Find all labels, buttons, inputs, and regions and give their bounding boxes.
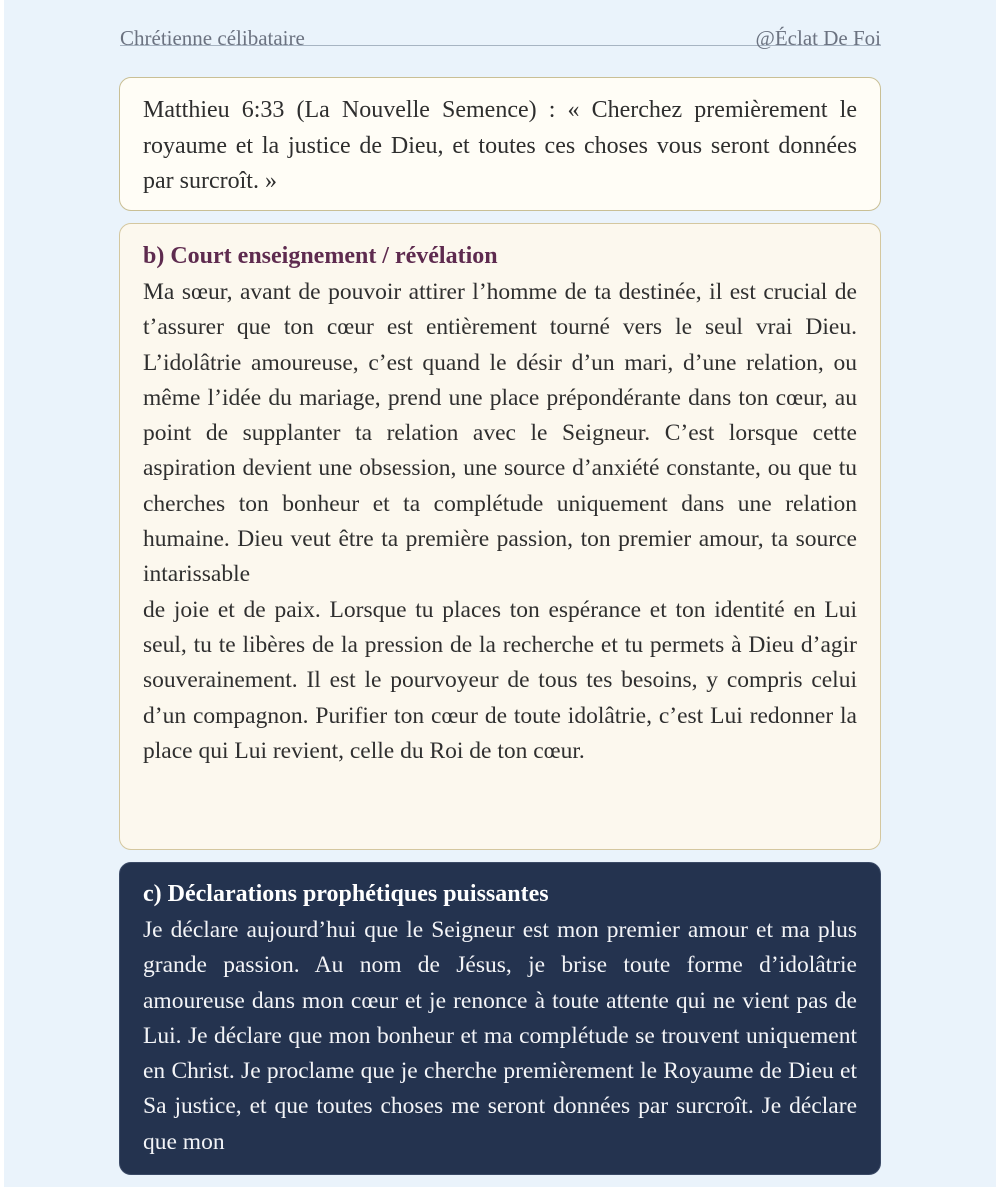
header-handle: @Éclat De Foi xyxy=(755,26,881,50)
declarations-text: Je déclare aujourd’hui que le Seigneur est mon premier amour et ma plus grande passion. Au nom de Jésus, je brise toute forme d’idolâtrie amoureuse dans mon cœur et je renonce à toute attente qui ne vient pas de Lui. Je déclare que mon bonheur et ma complétude se trouvent uniquement en Christ. Je proclame que je cherche premièrement le Royaume de Dieu et Sa justice, et que toutes choses me seront données par surcroît. Je déclare que mon xyxy=(143,917,857,1155)
verse-text: Matthieu 6:33 (La Nouvelle Semence) : « Cherchez premièrement le royaume et la justice de Dieu, et toutes ces choses vous seront données par surcroît. » xyxy=(143,97,857,194)
teaching-heading: b) Court enseignement / révélation xyxy=(143,243,498,269)
verse-card xyxy=(119,77,881,211)
page-header xyxy=(120,26,881,52)
header-title: Chrétienne célibataire xyxy=(120,26,305,50)
teaching-paragraph-2: de joie et de paix. Lorsque tu places ton espérance et ton identité en Lui seul, tu te libères de la pression de la recherche et tu permets à Dieu d’agir souverainement. Il est le pourvoyeur de tous tes besoins, y compris celui d’un compagnon. Purifier ton cœur de toute idolâtrie, c’est Lui redonner la place qui Lui revient, celle du Roi de ton cœur. xyxy=(143,596,857,764)
teaching-paragraph-1: Ma sœur, avant de pouvoir attirer l’homme de ta destinée, il est crucial de t’assurer que ton cœur est entièrement tourné vers le seul vrai Dieu. L’idolâtrie amoureuse, c’est quand le désir d’un mari, d’une relation, ou même l’idée du mariage, prend une place prépondérante dans ton cœur, au point de supplanter ta relation avec le Seigneur. C’est lorsque cette aspiration devient une obsession, une source d’anxiété constante, ou que tu cherches ton bonheur et ta complétude uniquement dans une relation humaine. Dieu veut être ta première passion, ton premier amour, ta source intarissable xyxy=(143,279,857,588)
declarations-card xyxy=(119,862,881,1175)
declarations-heading: c) Déclarations prophétiques puissantes xyxy=(143,881,549,907)
teaching-card xyxy=(119,223,881,850)
